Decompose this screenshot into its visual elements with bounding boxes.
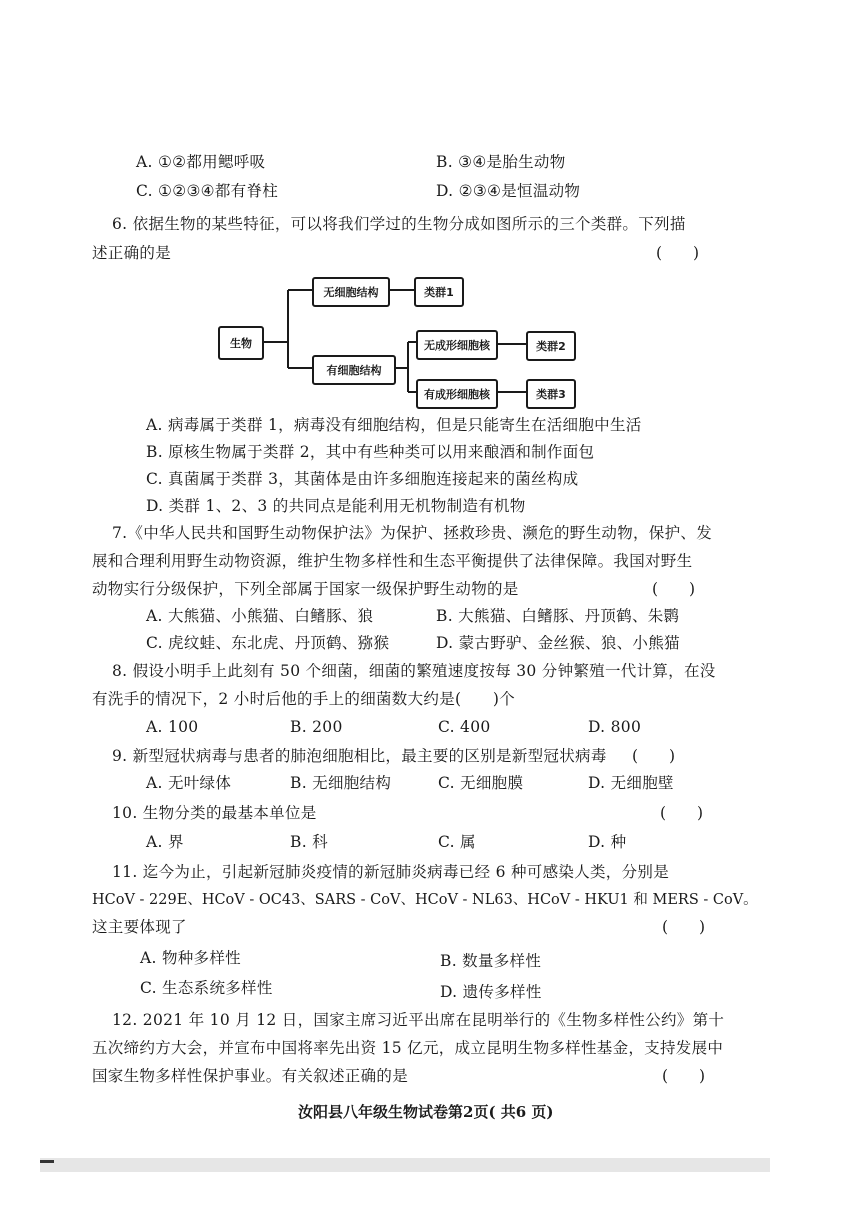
q10-option-c: C. 属: [438, 833, 476, 851]
q6-answer-paren: ( ): [656, 244, 700, 262]
q9-option-c: C. 无细胞膜: [438, 774, 524, 792]
diagram-node-has-cell-structure: 有细胞结构: [312, 355, 396, 385]
q7-stem-line3: 动物实行分级保护，下列全部属于国家一级保护野生动物的是: [92, 580, 519, 598]
q10-answer-paren: ( ): [660, 804, 704, 822]
diagram-node-group1: 类群1: [414, 277, 464, 307]
q10-option-a: A. 界: [146, 833, 184, 851]
q10-option-b: B. 科: [290, 833, 328, 851]
q8-option-b: B. 200: [290, 718, 343, 736]
diagram-node-organism: 生物: [218, 326, 264, 360]
q9-option-a: A. 无叶绿体: [146, 774, 232, 792]
q10-option-d: D. 种: [588, 833, 627, 851]
q12-stem-line2: 五次缔约方大会，并宣布中国将率先出资 15 亿元，成立昆明生物多样性基金，支持发展中: [92, 1039, 724, 1057]
q12-stem-line1: 12. 2021 年 10 月 12 日，国家主席习近平出席在昆明举行的《生物多样性公约》第十: [112, 1011, 725, 1029]
q11-answer-paren: ( ): [662, 918, 706, 936]
q6-stem-line1: 6. 依据生物的某些特征，可以将我们学过的生物分成如图所示的三个类群。下列描: [112, 215, 686, 233]
q9-option-d: D. 无细胞壁: [588, 774, 674, 792]
scan-mark: [40, 1160, 54, 1163]
q11-option-c: C. 生态系统多样性: [140, 979, 273, 997]
q6-option-a: A. 病毒属于类群 1，病毒没有细胞结构，但是只能寄生在活细胞中生活: [146, 416, 642, 434]
q9-option-b: B. 无细胞结构: [290, 774, 392, 792]
q6-stem-line2: 述正确的是: [92, 244, 172, 262]
q11-stem-line1: 11. 迄今为止，引起新冠肺炎疫情的新冠肺炎病毒已经 6 种可感染人类，分别是: [112, 863, 669, 881]
q7-stem-line1: 7.《中华人民共和国野生动物保护法》为保护、拯救珍贵、濒危的野生动物，保护、发: [112, 524, 712, 542]
q5-option-d: D. ②③④是恒温动物: [436, 182, 581, 200]
q9-answer-paren: ( ): [632, 747, 676, 765]
q11-option-a: A. 物种多样性: [140, 949, 241, 967]
diagram-node-no-nucleus: 无成形细胞核: [416, 330, 498, 360]
q11-stem-line3: 这主要体现了: [92, 918, 187, 936]
scan-edge-shadow: [40, 1158, 770, 1172]
q7-answer-paren: ( ): [652, 580, 696, 598]
q11-option-d: D. 遗传多样性: [440, 983, 542, 1001]
q7-option-c: C. 虎纹蛙、东北虎、丹顶鹤、猕猴: [146, 634, 390, 652]
q5-option-c: C. ①②③④都有脊柱: [136, 182, 279, 200]
q6-option-b: B. 原核生物属于类群 2，其中有些种类可以用来酿酒和制作面包: [146, 443, 595, 461]
q6-option-c: C. 真菌属于类群 3，其菌体是由许多细胞连接起来的菌丝构成: [146, 470, 579, 488]
q12-stem-line3: 国家生物多样性保护事业。有关叙述正确的是: [92, 1067, 409, 1085]
q9-stem-line1: 9. 新型冠状病毒与患者的肺泡细胞相比，最主要的区别是新型冠状病毒: [112, 747, 607, 765]
q7-stem-line2: 展和合理利用野生动物资源，维护生物多样性和生态平衡提供了法律保障。我国对野生: [92, 552, 693, 570]
q7-option-a: A. 大熊猫、小熊猫、白鳍豚、狼: [146, 607, 374, 625]
q12-answer-paren: ( ): [662, 1067, 706, 1085]
diagram-node-group2: 类群2: [526, 331, 576, 361]
q8-option-a: A. 100: [146, 718, 199, 736]
q8-option-c: C. 400: [438, 718, 491, 736]
q7-option-d: D. 蒙古野驴、金丝猴、狼、小熊猫: [436, 634, 680, 652]
q11-option-b: B. 数量多样性: [440, 952, 542, 970]
q5-option-b: B. ③④是胎生动物: [436, 153, 566, 171]
diagram-node-no-cell-structure: 无细胞结构: [312, 277, 390, 307]
page-footer: 汝阳县八年级生物试卷第2页( 共6 页): [298, 1103, 554, 1121]
q11-stem-line2: HCoV - 229E、HCoV - OC43、SARS - CoV、HCoV - NL63、HCoV - HKU1 和 MERS - CoV。: [92, 892, 758, 908]
q5-option-a: A. ①②都用鳃呼吸: [136, 153, 266, 171]
diagram-node-group3: 类群3: [526, 379, 576, 409]
q8-option-d: D. 800: [588, 718, 642, 736]
q10-stem-line1: 10. 生物分类的最基本单位是: [112, 804, 317, 822]
q8-stem-line1: 8. 假设小明手上此刻有 50 个细菌，细菌的繁殖速度按每 30 分钟繁殖一代计算，在没: [112, 662, 716, 680]
q6-option-d: D. 类群 1、2、3 的共同点是能利用无机物制造有机物: [146, 497, 526, 515]
q8-stem-line2: 有洗手的情况下，2 小时后他的手上的细菌数大约是( )个: [92, 690, 516, 708]
diagram-node-has-nucleus: 有成形细胞核: [416, 379, 498, 409]
q7-option-b: B. 大熊猫、白鳍豚、丹顶鹤、朱鹮: [436, 607, 680, 625]
